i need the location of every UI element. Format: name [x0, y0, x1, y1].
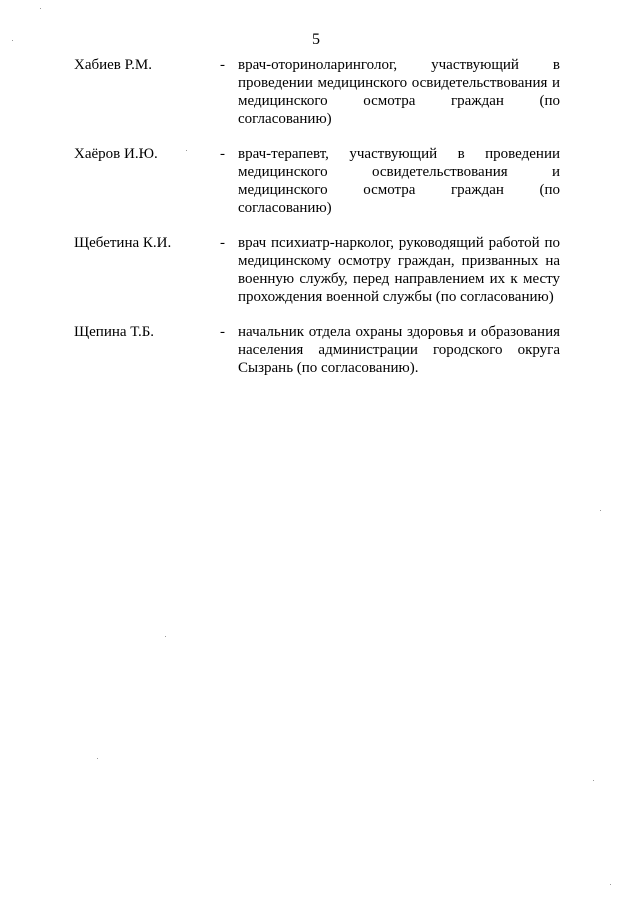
scan-speck: [97, 758, 98, 759]
list-item: [74, 234, 560, 306]
scan-speck: [186, 150, 187, 151]
list-item: [74, 323, 560, 377]
list-item: [74, 145, 560, 217]
dash-separator: -: [220, 324, 225, 340]
scan-speck: [40, 8, 41, 9]
page-number: 5: [312, 31, 320, 48]
member-name: Хабиев Р.М.: [74, 57, 152, 73]
dash-separator: -: [220, 57, 225, 73]
member-role: начальник отдела охраны здоровья и образования населения администрации городского округа Сызрань (по согласованию).: [238, 324, 560, 376]
dash-separator: -: [220, 146, 225, 162]
scan-speck: [593, 780, 594, 781]
dash-separator: -: [220, 235, 225, 251]
members-list: [74, 56, 560, 394]
member-name: Щебетина К.И.: [74, 235, 172, 251]
scan-speck: [12, 40, 13, 41]
member-role: врач-терапевт, участвующий в проведении медицинского освидетельствования и медицинского осмотра граждан (по согласованию): [238, 146, 560, 216]
scan-speck: [600, 510, 601, 511]
list-item: [74, 56, 560, 128]
member-role: врач-оториноларинголог, участвующий в проведении медицинского освидетельствования и медицинского осмотра граждан (по согласованию): [238, 57, 560, 127]
member-role: врач психиатр-нарколог, руководящий работой по медицинскому осмотру граждан, призванных на военную службу, перед направлением их к месту прохождения военной службы (по согласованию): [238, 235, 560, 305]
scan-speck: [165, 636, 166, 637]
member-name: Хаёров И.Ю.: [74, 146, 158, 162]
scan-speck: [610, 884, 611, 885]
member-name: Щепина Т.Б.: [74, 324, 155, 340]
